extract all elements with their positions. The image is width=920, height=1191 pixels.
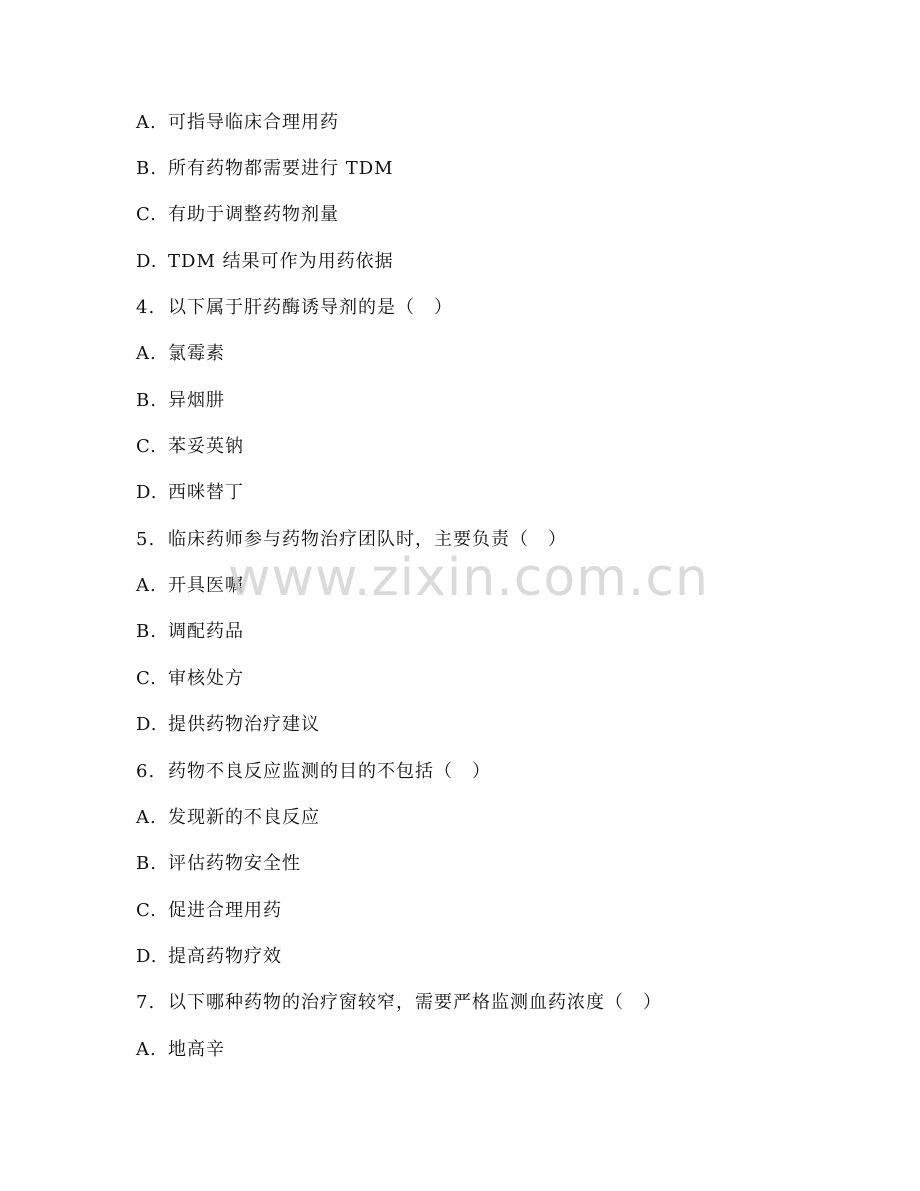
question-text: 临床药师参与药物治疗团队时，主要负责（ ）	[168, 529, 567, 550]
option-text: 评估药物安全性	[168, 853, 301, 874]
option-marker: D.	[136, 714, 158, 735]
question-text: 以下属于肝药酶诱导剂的是（ ）	[168, 297, 453, 318]
option-text: 提高药物疗效	[168, 946, 282, 967]
option-marker: D.	[136, 946, 158, 967]
option-text: 所有药物都需要进行 TDM	[168, 158, 394, 179]
option-line	[136, 435, 244, 459]
option-marker: A.	[136, 1039, 157, 1060]
option-marker: A.	[136, 575, 157, 596]
question-number: 4.	[136, 297, 156, 318]
option-marker: C.	[136, 668, 157, 689]
question-text: 药物不良反应监测的目的不包括（ ）	[168, 761, 491, 782]
option-marker: D.	[136, 251, 158, 272]
option-line	[136, 111, 339, 135]
option-text: 异烟肼	[168, 390, 225, 411]
option-marker: B.	[136, 853, 157, 874]
watermark: www.zixin.com.cn	[228, 548, 709, 608]
option-line	[136, 389, 225, 413]
question-number: 6.	[136, 761, 156, 782]
option-marker: A.	[136, 343, 157, 364]
option-marker: B.	[136, 158, 157, 179]
option-line	[136, 1038, 225, 1062]
question-number: 7.	[136, 992, 156, 1013]
option-text: 有助于调整药物剂量	[168, 204, 339, 225]
option-line	[136, 203, 339, 227]
option-text: 审核处方	[168, 668, 244, 689]
option-line	[136, 667, 244, 691]
question-line	[136, 296, 453, 320]
option-text: 氯霉素	[168, 343, 225, 364]
option-line	[136, 250, 394, 274]
option-text: 促进合理用药	[168, 900, 282, 921]
option-line	[136, 806, 320, 830]
option-line	[136, 945, 282, 969]
option-marker: B.	[136, 621, 157, 642]
option-line	[136, 852, 301, 876]
option-text: 苯妥英钠	[168, 436, 244, 457]
option-text: 调配药品	[168, 621, 244, 642]
option-line	[136, 899, 282, 923]
question-number: 5.	[136, 529, 156, 550]
option-marker: C.	[136, 436, 157, 457]
option-marker: D.	[136, 482, 158, 503]
option-text: 可指导临床合理用药	[168, 112, 339, 133]
option-text: TDM 结果可作为用药依据	[168, 251, 394, 272]
option-marker: C.	[136, 204, 157, 225]
option-text: 开具医嘱	[168, 575, 244, 596]
option-text: 提供药物治疗建议	[168, 714, 320, 735]
option-line	[136, 713, 320, 737]
option-marker: A.	[136, 807, 157, 828]
option-line	[136, 157, 394, 181]
option-line	[136, 481, 244, 505]
option-marker: A.	[136, 112, 157, 133]
option-marker: C.	[136, 900, 157, 921]
option-text: 发现新的不良反应	[168, 807, 320, 828]
option-text: 西咪替丁	[168, 482, 244, 503]
option-line	[136, 342, 225, 366]
option-marker: B.	[136, 390, 157, 411]
question-text: 以下哪种药物的治疗窗较窄，需要严格监测血药浓度（ ）	[168, 992, 662, 1013]
option-text: 地高辛	[168, 1039, 225, 1060]
option-line	[136, 620, 244, 644]
question-line	[136, 991, 662, 1015]
question-line	[136, 760, 491, 784]
